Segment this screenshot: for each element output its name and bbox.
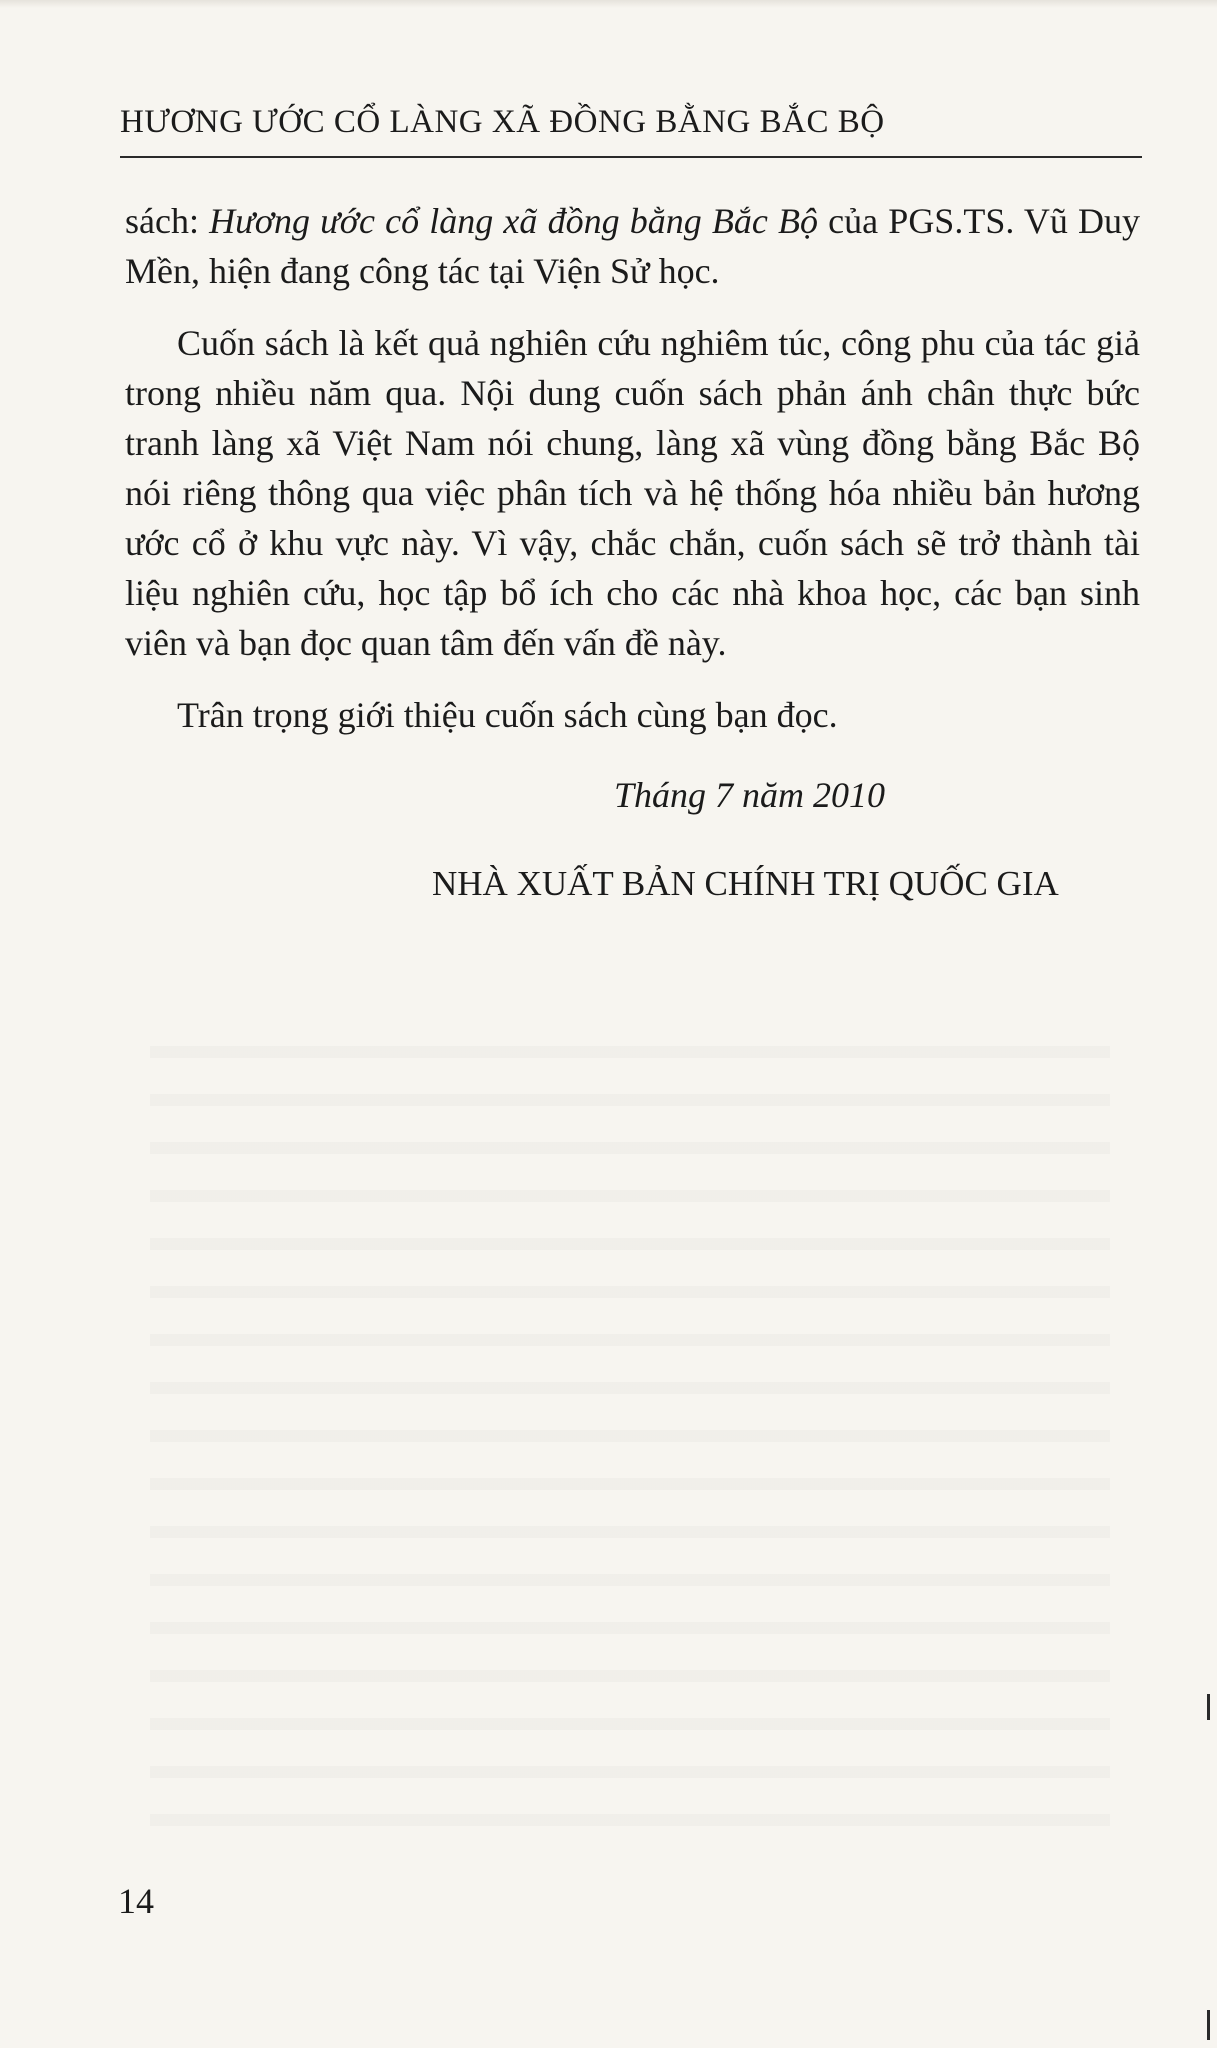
page-top-edge — [0, 0, 1217, 8]
edge-mark-bottom — [1207, 2010, 1210, 2040]
paragraph-1-suffix: của PGS.TS. Vũ Duy Mền, hiện đang công tác tại Viện Sử học. — [125, 201, 1141, 291]
edge-mark — [1207, 1694, 1210, 1720]
paragraph-3: Trân trọng giới thiệu cuốn sách cùng bạn đọc. — [177, 695, 838, 735]
body-text — [125, 196, 1140, 762]
book-title: Hương ước cổ làng xã đồng bằng Bắc Bộ — [209, 201, 819, 241]
signature-date: Tháng 7 năm 2010 — [614, 775, 886, 815]
paragraph-continuation — [125, 196, 1140, 296]
paragraph-2: Cuốn sách là kết quả nghiên cứu nghiêm túc, công phu của tác giả trong nhiều năm qua. Nội dung cuốn sách phản ánh chân thực bức tranh làng xã Việt Nam nói chung, làng xã vùng đồng bằng Bắc Bộ nói riêng thông qua việc phân tích và hệ thống hóa nhiều bản hương ước cổ ở khu vực này. Vì vậy, chắc chắn, cuốn sách sẽ trở thành tài liệu nghiên cứu, học tập bổ ích cho các nhà khoa học, các bạn sinh viên và bạn đọc quan tâm đến vấn đề này. — [125, 323, 1140, 663]
page-number: 14 — [118, 1881, 154, 1921]
show-through-texture — [150, 1010, 1110, 1830]
publisher-name: NHÀ XUẤT BẢN CHÍNH TRỊ QUỐC GIA — [432, 864, 1059, 903]
header-rule — [120, 156, 1142, 158]
running-header: HƯƠNG ƯỚC CỔ LÀNG XÃ ĐỒNG BẰNG BẮC BỘ — [120, 104, 885, 140]
paragraph-1-prefix: sách: — [125, 201, 210, 241]
